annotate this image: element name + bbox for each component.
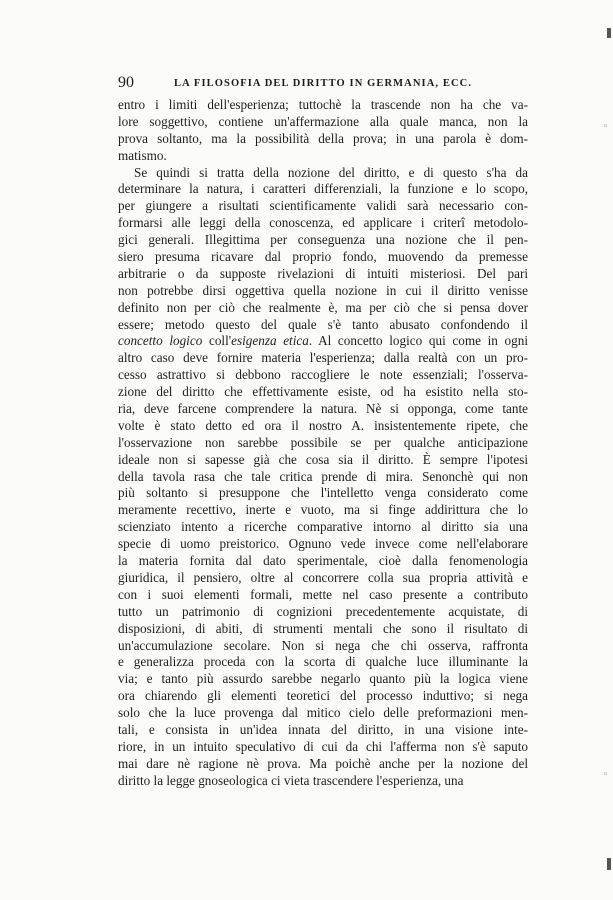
text-line: solo che la luce provenga dal mitico cielo delle preformazioni men-	[118, 705, 528, 721]
text-line: riore, in un intuito speculativo di cui da chi l'afferma non s'è saputo	[118, 738, 528, 754]
running-title: LA FILOSOFIA DEL DIRITTO IN GERMANIA, ECC.	[174, 78, 473, 89]
edge-dot-upper: ◦	[603, 122, 609, 132]
text-line: gici generali. Illegittima per conseguenza una nozione che il pen-	[118, 232, 528, 248]
text-fragment: esigenza etica	[231, 333, 309, 349]
running-header	[118, 74, 530, 92]
text-line: la materia fornita dal dato sperimentale, cioè dalla fenomenologia	[118, 553, 528, 569]
text-line: scienziato intento a ricerche comparative intorno al diritto sia una	[118, 519, 528, 535]
edge-dot-lower: ◦	[603, 770, 609, 780]
text-line: siero presuma ricavare dal proprio fondo, muovendo da premesse	[118, 249, 528, 265]
body-text	[118, 97, 528, 790]
text-line: arbitrarie o da supposte rivelazioni di intuiti misteriosi. Del pari	[118, 265, 528, 281]
text-line: tali, e consista in un'idea innata del diritto, in una visione inte-	[118, 721, 528, 737]
text-line: essere; metodo questo del quale s'è tanto abusato confondendo il	[118, 316, 528, 332]
text-line: matismo.	[118, 147, 167, 163]
text-line: determinare la natura, i caratteri differenziali, la funzione e lo scopo,	[118, 181, 528, 197]
text-line: ria, deve farcene comprendere la natura. Nè si opponga, come tante	[118, 401, 528, 417]
text-line: volte è stato detto ed ora il nostro A. insistentemente ripete, che	[118, 417, 528, 433]
text-line: zione del diritto che effettivamente esiste, od ha esistito nella sto-	[118, 384, 528, 400]
text-line: formarsi alle leggi della conoscenza, ed applicare i criterî metodolo-	[118, 215, 528, 231]
edge-mark-top	[607, 28, 611, 38]
page-number: 90	[118, 74, 134, 91]
text-line: Se quindi si tratta della nozione del diritto, e di questo s'ha da	[134, 164, 528, 180]
text-line: altro caso deve fornire materia l'esperienza; dalla realtà con un pro-	[118, 350, 528, 366]
text-line: disposizioni, di abiti, di strumenti mentali che sono il risultato di	[118, 620, 528, 636]
text-line: mai dare nè ragione nè prova. Ma poichè anche per la nozione del	[118, 755, 528, 771]
text-line: diritto la legge gnoseologica ci vieta trascendere l'esperienza, una	[118, 772, 464, 788]
text-line	[118, 333, 528, 350]
text-line: ideale non si sapesse già che cosa sia il diritto. È sempre l'ipotesi	[118, 451, 528, 467]
text-line: per giungere a risultati scientificamente validi sarà necessario con-	[118, 198, 528, 214]
text-fragment: coll'	[202, 333, 232, 349]
text-line: specie di uomo preistorico. Ognuno vede invece come nell'elaborare	[118, 536, 528, 552]
text-line: con i suoi elementi formali, mette nel caso presente a contributo	[118, 586, 528, 602]
text-line: non potrebbe dirsi oggettiva quella nozione in cui il diritto venisse	[118, 282, 528, 298]
text-line: prova soltanto, ma la possibilità della prova; in una parola è dom-	[118, 130, 528, 146]
text-line: meramente recettivo, inerte e vuoto, ma si finge addirittura che lo	[118, 502, 528, 518]
text-line: un'accumulazione secolare. Non si nega che chi osserva, raffronta	[118, 637, 528, 653]
text-line: cesso astrattivo si debbono raccogliere le note essenziali; l'osserva-	[118, 367, 528, 383]
text-fragment: . Al concetto logico qui come in ogni	[308, 333, 529, 349]
edge-mark-bottom	[607, 858, 611, 870]
text-line: ora chiarendo gli elementi teoretici del processo induttivo; si nega	[118, 688, 528, 704]
text-line: lore soggettivo, contiene un'affermazione alla quale manca, non la	[118, 113, 528, 129]
text-line: definito non per ciò che realmente è, ma per ciò che si pensa dover	[118, 299, 528, 315]
text-line: e generalizza proceda con la scorta di qualche luce illuminante la	[118, 654, 528, 670]
text-line: della tavola rasa che tale critica prende di mira. Senonchè qui non	[118, 468, 528, 484]
text-line: via; e tanto più assurdo sarebbe negarlo quanto più la logica viene	[118, 671, 528, 687]
text-fragment: concetto logico	[118, 333, 203, 349]
text-line: più soltanto si presuppone che l'intelletto venga considerato come	[118, 485, 528, 501]
text-line: giuridica, il pensiero, oltre al concorrere colla sua propria attività e	[118, 569, 528, 585]
text-line: l'osservazione non sarebbe possibile se per qualche anticipazione	[118, 434, 528, 450]
text-line: tutto un patrimonio di cognizioni precedentemente acquistate, di	[118, 603, 528, 619]
text-line: entro i limiti dell'esperienza; tuttochè la trascende non ha che va-	[118, 97, 528, 112]
